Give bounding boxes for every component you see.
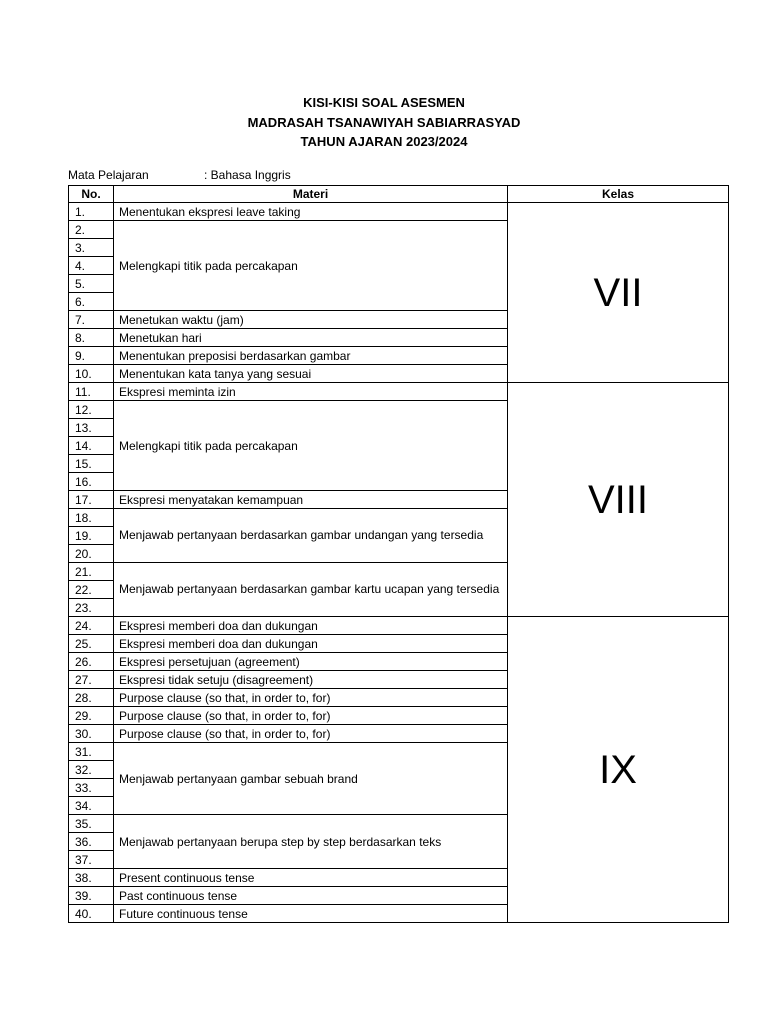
subject-value: : Bahasa Inggris bbox=[204, 168, 291, 182]
title-line-3: TAHUN AJARAN 2023/2024 bbox=[300, 134, 468, 149]
subject-label: Mata Pelajaran bbox=[68, 168, 149, 182]
row-materi: Melengkapi titik pada percakapan bbox=[114, 221, 508, 311]
row-materi: Purpose clause (so that, in order to, for) bbox=[114, 707, 508, 725]
row-number: 13. bbox=[69, 419, 114, 437]
row-number: 23. bbox=[69, 599, 114, 617]
row-materi: Menetukan hari bbox=[114, 329, 508, 347]
row-number: 34. bbox=[69, 797, 114, 815]
row-materi: Present continuous tense bbox=[114, 869, 508, 887]
kelas-cell: VII bbox=[508, 203, 729, 383]
row-number: 36. bbox=[69, 833, 114, 851]
header-kelas: Kelas bbox=[508, 186, 729, 203]
row-number: 26. bbox=[69, 653, 114, 671]
row-number: 8. bbox=[69, 329, 114, 347]
title-line-2: MADRASAH TSANAWIYAH SABIARRASYAD bbox=[247, 114, 521, 130]
kelas-cell: IX bbox=[508, 617, 729, 923]
row-materi: Purpose clause (so that, in order to, for) bbox=[114, 689, 508, 707]
row-materi: Ekspresi meminta izin bbox=[114, 383, 508, 401]
row-number: 10. bbox=[69, 365, 114, 383]
row-number: 5. bbox=[69, 275, 114, 293]
row-materi: Menjawab pertanyaan berdasarkan gambar undangan yang tersedia bbox=[114, 509, 508, 563]
row-materi: Menentukan preposisi berdasarkan gambar bbox=[114, 347, 508, 365]
header-no: No. bbox=[69, 186, 114, 203]
subject-line bbox=[68, 168, 291, 182]
row-materi: Past continuous tense bbox=[114, 887, 508, 905]
row-number: 38. bbox=[69, 869, 114, 887]
row-number: 29. bbox=[69, 707, 114, 725]
row-materi: Menentukan kata tanya yang sesuai bbox=[114, 365, 508, 383]
row-materi: Menetukan waktu (jam) bbox=[114, 311, 508, 329]
row-number: 15. bbox=[69, 455, 114, 473]
row-number: 14. bbox=[69, 437, 114, 455]
row-materi: Ekspresi memberi doa dan dukungan bbox=[114, 635, 508, 653]
row-materi: Purpose clause (so that, in order to, for) bbox=[114, 725, 508, 743]
row-number: 21. bbox=[69, 563, 114, 581]
row-number: 35. bbox=[69, 815, 114, 833]
title-line-1: KISI-KISI SOAL ASESMEN bbox=[303, 95, 465, 110]
row-materi: Menjawab pertanyaan gambar sebuah brand bbox=[114, 743, 508, 815]
row-number: 9. bbox=[69, 347, 114, 365]
row-materi: Ekspresi persetujuan (agreement) bbox=[114, 653, 508, 671]
row-number: 11. bbox=[69, 383, 114, 401]
table-row bbox=[69, 617, 729, 635]
row-materi: Menjawab pertanyaan berupa step by step berdasarkan teks bbox=[114, 815, 508, 869]
row-number: 40. bbox=[69, 905, 114, 923]
row-number: 37. bbox=[69, 851, 114, 869]
row-number: 7. bbox=[69, 311, 114, 329]
kelas-cell: VIII bbox=[508, 383, 729, 617]
row-materi: Menentukan ekspresi leave taking bbox=[114, 203, 508, 221]
row-materi: Ekspresi tidak setuju (disagreement) bbox=[114, 671, 508, 689]
header-materi: Materi bbox=[114, 186, 508, 203]
table-row bbox=[69, 383, 729, 401]
grid-table bbox=[68, 185, 729, 923]
row-number: 24. bbox=[69, 617, 114, 635]
row-number: 2. bbox=[69, 221, 114, 239]
row-number: 31. bbox=[69, 743, 114, 761]
row-materi: Future continuous tense bbox=[114, 905, 508, 923]
row-number: 4. bbox=[69, 257, 114, 275]
row-number: 28. bbox=[69, 689, 114, 707]
row-number: 39. bbox=[69, 887, 114, 905]
row-materi: Menjawab pertanyaan berdasarkan gambar kartu ucapan yang tersedia bbox=[114, 563, 508, 617]
row-number: 20. bbox=[69, 545, 114, 563]
row-number: 1. bbox=[69, 203, 114, 221]
row-number: 3. bbox=[69, 239, 114, 257]
row-number: 33. bbox=[69, 779, 114, 797]
row-number: 22. bbox=[69, 581, 114, 599]
row-number: 17. bbox=[69, 491, 114, 509]
row-number: 25. bbox=[69, 635, 114, 653]
row-number: 6. bbox=[69, 293, 114, 311]
row-materi: Ekspresi memberi doa dan dukungan bbox=[114, 617, 508, 635]
document-title bbox=[0, 93, 768, 152]
row-number: 16. bbox=[69, 473, 114, 491]
row-number: 30. bbox=[69, 725, 114, 743]
row-number: 27. bbox=[69, 671, 114, 689]
row-materi: Ekspresi menyatakan kemampuan bbox=[114, 491, 508, 509]
table-row bbox=[69, 203, 729, 221]
row-number: 19. bbox=[69, 527, 114, 545]
row-number: 12. bbox=[69, 401, 114, 419]
row-number: 32. bbox=[69, 761, 114, 779]
table-header-row bbox=[69, 186, 729, 203]
row-number: 18. bbox=[69, 509, 114, 527]
row-materi: Melengkapi titik pada percakapan bbox=[114, 401, 508, 491]
